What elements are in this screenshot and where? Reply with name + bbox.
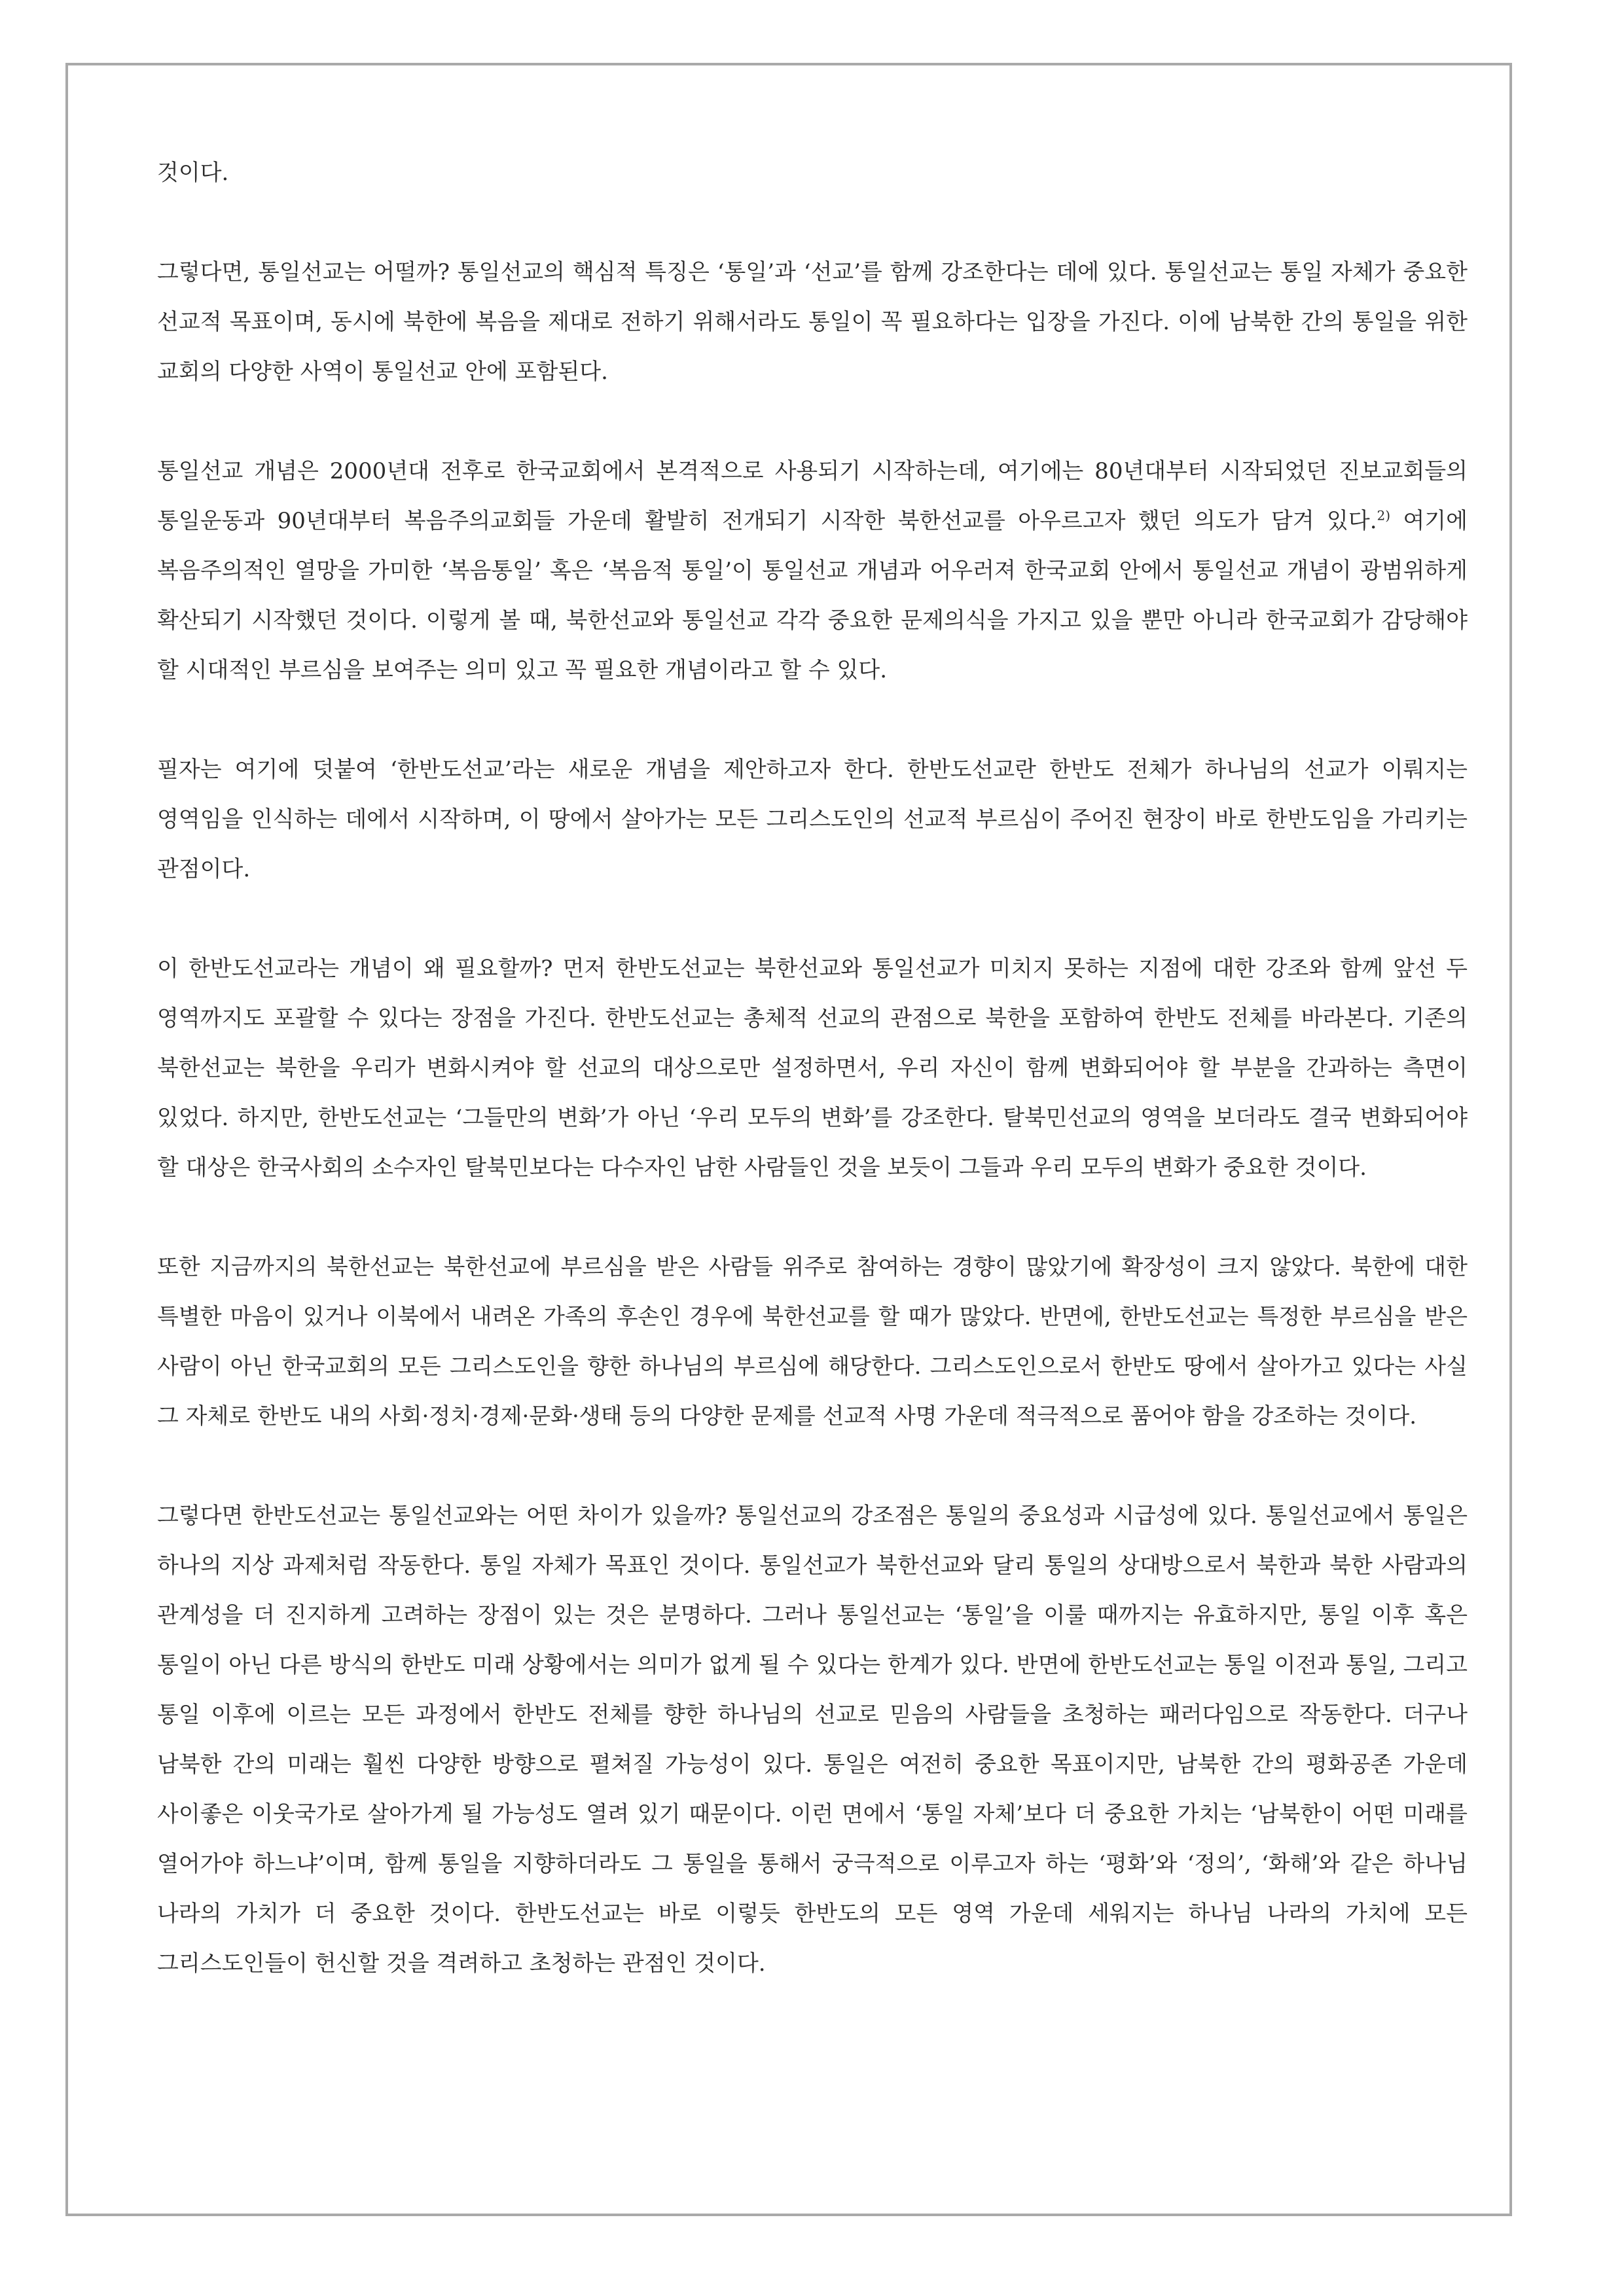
footnote-reference[interactable]: 2) xyxy=(1377,507,1391,524)
paragraph-7: 그렇다면 한반도선교는 통일선교와는 어떤 차이가 있을까? 통일선교의 강조점은 통일의 중요성과 시급성에 있다. 통일선교에서 통일은 하나의 지상 과제처럼 작동한다. 통일 자체가 목표인 것이다. 통일선교가 북한선교와 달리 통일의 상대방으로서 북한과 북한 사람과의 관계성을 더 진지하게 고려하는 장점이 있는 것은 분명하다. 그러나 통일선교는 ‘통일’을 이룰 때까지는 유효하지만, 통일 이후 혹은 통일이 아닌 다른 방식의 한반도 미래 상황에서는 의미가 없게 될 수 있다는 한계가 있다. 반면에 한반도선교는 통일 이전과 통일, 그리고 통일 이후에 이르는 모든 과정에서 한반도 전체를 향한 하나님의 선교로 믿음의 사람들을 초청하는 패러다임으로 작동한다. 더구나 남북한 간의 미래는 훨씬 다양한 방향으로 펼쳐질 가능성이 있다. 통일은 여전히 중요한 목표이지만, 남북한 간의 평화공존 가운데 사이좋은 이웃국가로 살아가게 될 가능성도 열려 있기 때문이다. 이런 면에서 ‘통일 자체’보다 더 중요한 가치는 ‘남북한이 어떤 미래를 열어가야 하느냐’이며, 함께 통일을 지향하더라도 그 통일을 통해서 궁극적으로 이루고자 하는 ‘평화’와 ‘정의’, ‘화해’와 같은 하나님 나라의 가치가 더 중요한 것이다. 한반도선교는 바로 이렇듯 한반도의 모든 영역 가운데 세워지는 하나님 나라의 가치에 모든 그리스도인들이 헌신할 것을 격려하고 초청하는 관점인 것이다. xyxy=(157,1503,1468,1977)
paragraph-3-text-after: 여기에 복음주의적인 열망을 가미한 ‘복음통일’ 혹은 ‘복음적 통일’이 통일선교 개념과 어우러져 한국교회 안에서 통일선교 개념이 광범위하게 확산되기 시작했던 것이다. 이렇게 볼 때, 북한선교와 통일선교 각각 중요한 문제의식을 가지고 있을 뿐만 아니라 한국교회가 감당해야 할 시대적인 부르심을 보여주는 의미 있고 꼭 필요한 개념이라고 할 수 있다. xyxy=(157,508,1468,683)
paragraph-1: 것이다. xyxy=(157,160,229,186)
paragraph-3 xyxy=(157,446,1468,695)
paragraph-3-text-before: 통일선교 개념은 2000년대 전후로 한국교회에서 본격적으로 사용되기 시작하는데, 여기에는 80년대부터 시작되었던 진보교회들의 통일운동과 90년대부터 복음주의교회들 가운데 활발히 전개되기 시작한 북한선교를 아우르고자 했던 의도가 담겨 있다. xyxy=(157,458,1468,534)
paragraph-6: 또한 지금까지의 북한선교는 북한선교에 부르심을 받은 사람들 위주로 참여하는 경향이 많았기에 확장성이 크지 않았다. 북한에 대한 특별한 마음이 있거나 이북에서 내려온 가족의 후손인 경우에 북한선교를 할 때가 많았다. 반면에, 한반도선교는 특정한 부르심을 받은 사람이 아닌 한국교회의 모든 그리스도인을 향한 하나님의 부르심에 해당한다. 그리스도인으로서 한반도 땅에서 살아가고 있다는 사실 그 자체로 한반도 내의 사회·정치·경제·문화·생태 등의 다양한 문제를 선교적 사명 가운데 적극적으로 품어야 함을 강조하는 것이다. xyxy=(157,1254,1468,1429)
paragraph-5: 이 한반도선교라는 개념이 왜 필요할까? 먼저 한반도선교는 북한선교와 통일선교가 미치지 못하는 지점에 대한 강조와 함께 앞선 두 영역까지도 포괄할 수 있다는 장점을 가진다. 한반도선교는 총체적 선교의 관점으로 북한을 포함하여 한반도 전체를 바라본다. 기존의 북한선교는 북한을 우리가 변화시켜야 할 선교의 대상으로만 설정하면서, 우리 자신이 함께 변화되어야 할 부분을 간과하는 측면이 있었다. 하지만, 한반도선교는 ‘그들만의 변화’가 아닌 ‘우리 모두의 변화’를 강조한다. 탈북민선교의 영역을 보더라도 결국 변화되어야 할 대상은 한국사회의 소수자인 탈북민보다는 다수자인 남한 사람들인 것을 보듯이 그들과 우리 모두의 변화가 중요한 것이다. xyxy=(157,956,1468,1181)
paragraph-2: 그렇다면, 통일선교는 어떨까? 통일선교의 핵심적 특징은 ‘통일’과 ‘선교’를 함께 강조한다는 데에 있다. 통일선교는 통일 자체가 중요한 선교적 목표이며, 동시에 북한에 복음을 제대로 전하기 위해서라도 통일이 꼭 필요하다는 입장을 가진다. 이에 남북한 간의 통일을 위한 교회의 다양한 사역이 통일선교 안에 포함된다. xyxy=(157,259,1468,385)
document-body xyxy=(157,148,1468,1988)
paragraph-4: 필자는 여기에 덧붙여 ‘한반도선교’라는 새로운 개념을 제안하고자 한다. 한반도선교란 한반도 전체가 하나님의 선교가 이뤄지는 영역임을 인식하는 데에서 시작하며, 이 땅에서 살아가는 모든 그리스도인의 선교적 부르심이 주어진 현장이 바로 한반도임을 가리키는 관점이다. xyxy=(157,757,1468,882)
